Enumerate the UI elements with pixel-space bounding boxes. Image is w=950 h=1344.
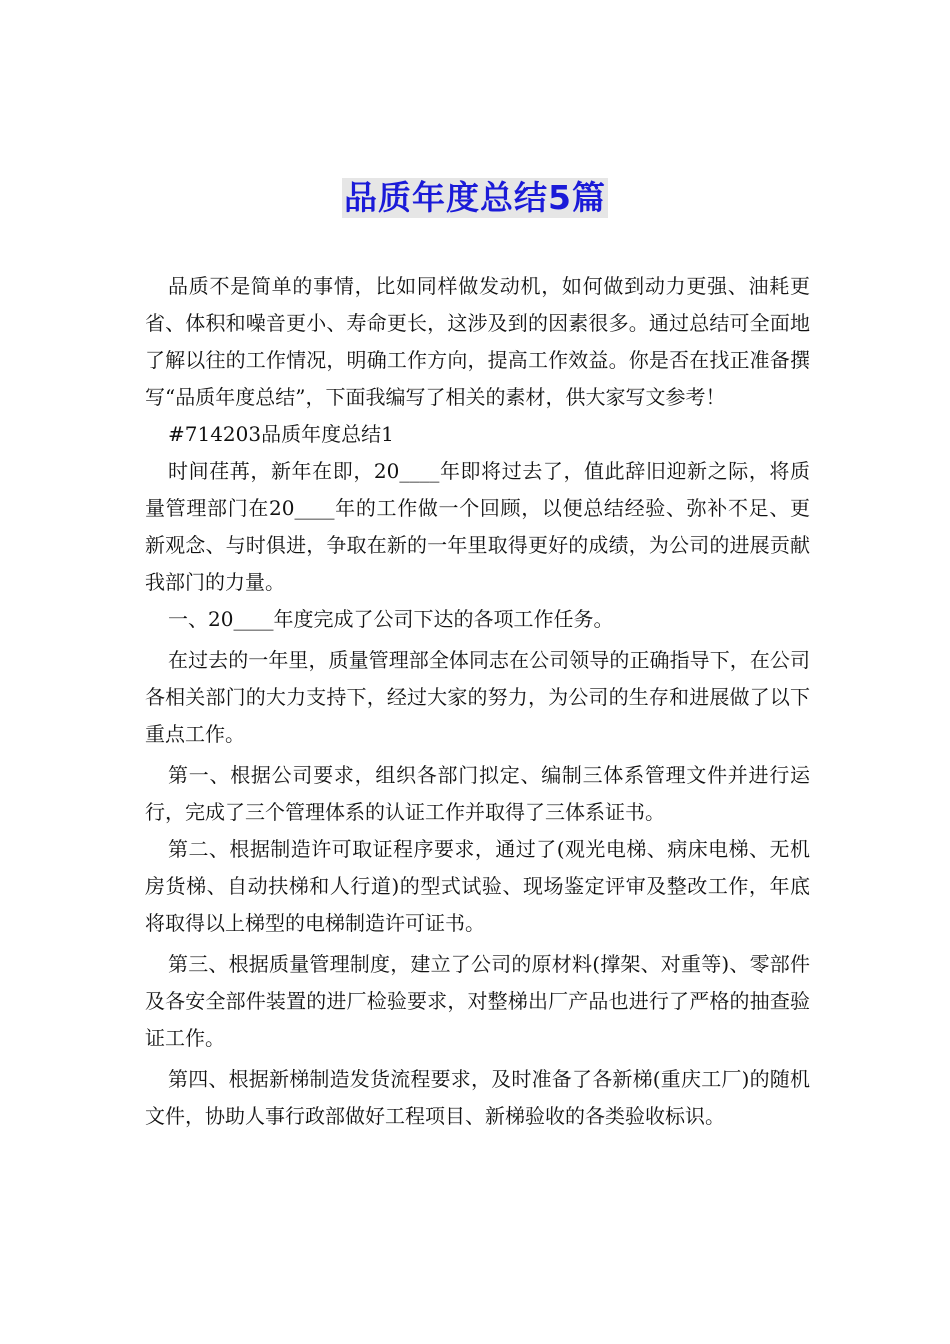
document-title: 品质年度总结5篇: [344, 178, 606, 217]
title-container: [0, 178, 950, 218]
document-body: [145, 268, 810, 1135]
subsection-heading: 一、20____年度完成了公司下达的各项工作任务。: [168, 607, 614, 631]
body-paragraph: 第三、根据质量管理制度，建立了公司的原材料(撑架、对重等)、零部件及各安全部件装置的进厂检验要求，对整梯出厂产品也进行了严格的抽查验证工作。: [145, 952, 810, 1050]
body-paragraph: 时间荏苒，新年在即，20____年即将过去了，值此辞旧迎新之际，将质量管理部门在20____年的工作做一个回顾，以便总结经验、弥补不足、更新观念、与时俱进，争取在新的一年里取得更好的成绩，为公司的进展贡献我部门的力量。: [145, 459, 810, 594]
section-heading: #714203品质年度总结1: [168, 422, 394, 446]
body-paragraph: 第二、根据制造许可取证程序要求，通过了(观光电梯、病床电梯、无机房货梯、自动扶梯和人行道)的型式试验、现场鉴定评审及整改工作，年底将取得以上梯型的电梯制造许可证书。: [145, 837, 810, 935]
intro-paragraph: 品质不是简单的事情，比如同样做发动机，如何做到动力更强、油耗更省、体积和噪音更小、寿命更长，这涉及到的因素很多。通过总结可全面地了解以往的工作情况，明确工作方向，提高工作效益。你是否在找正准备撰写“品质年度总结”，下面我编写了相关的素材，供大家写文参考！: [145, 274, 810, 409]
body-paragraph: 在过去的一年里，质量管理部全体同志在公司领导的正确指导下，在公司各相关部门的大力支持下，经过大家的努力，为公司的生存和进展做了以下重点工作。: [145, 648, 810, 746]
body-paragraph: 第四、根据新梯制造发货流程要求，及时准备了各新梯(重庆工厂)的随机文件，协助人事行政部做好工程项目、新梯验收的各类验收标识。: [145, 1067, 810, 1128]
body-paragraph: 第一、根据公司要求，组织各部门拟定、编制三体系管理文件并进行运行，完成了三个管理体系的认证工作并取得了三体系证书。: [145, 763, 810, 824]
